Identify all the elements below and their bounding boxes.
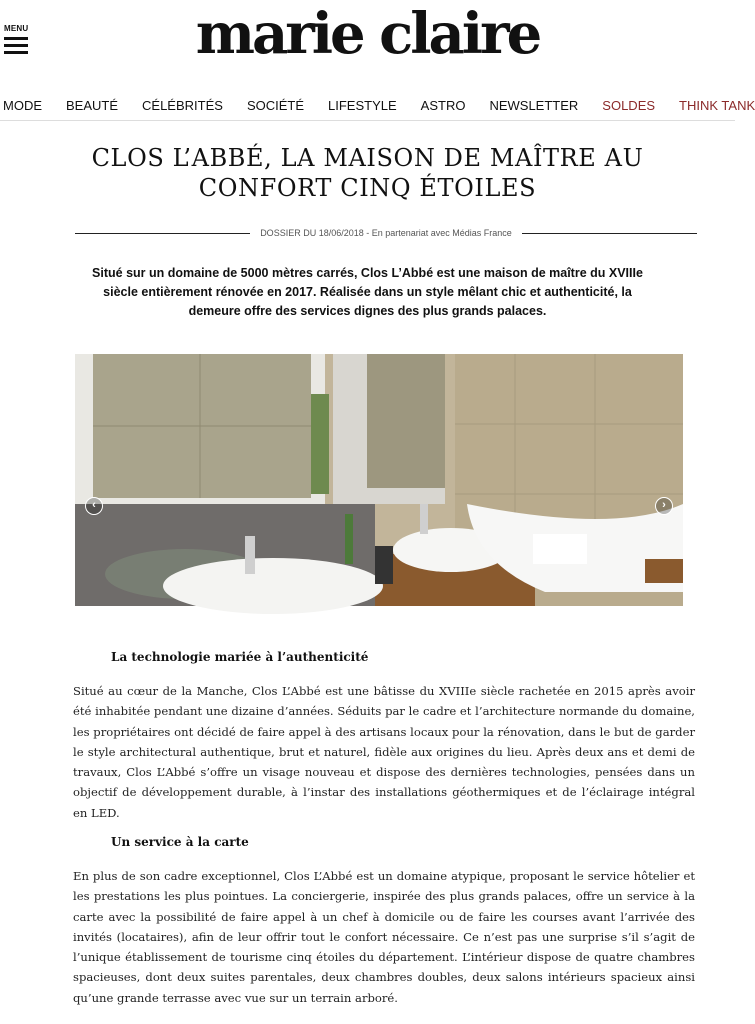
divider	[522, 233, 697, 234]
site-logo[interactable]: marie claire	[195, 1, 540, 67]
nav-item-societe[interactable]: SOCIÉTÉ	[246, 98, 305, 113]
chevron-right-icon: ›	[662, 499, 666, 511]
nav-item-think-tank[interactable]: THINK TANK	[679, 98, 755, 113]
gallery-prev-button[interactable]	[85, 497, 103, 515]
article-dateline: DOSSIER DU 18/06/2018 - En partenariat avec Médias France	[260, 228, 512, 238]
nav-item-beaute[interactable]: BEAUTÉ	[66, 98, 119, 113]
section-heading: Un service à la carte	[111, 835, 249, 849]
divider	[75, 233, 250, 234]
main-nav	[0, 98, 755, 121]
section-heading: La technologie mariée à l’authenticité	[111, 650, 369, 664]
gallery-next-button[interactable]	[655, 497, 673, 515]
nav-item-newsletter[interactable]: NEWSLETTER	[489, 98, 579, 113]
article-lead: Situé sur un domaine de 5000 mètres carrés, Clos L’Abbé est une maison de maître du XVIIIe siècle entièrement rénovée en 2017. Réalisée dans un style mêlant chic et authenticité, la demeure offre des services dignes des plus grands palaces.	[92, 266, 643, 318]
article-meta	[75, 226, 697, 240]
nav-item-lifestyle[interactable]: LIFESTYLE	[328, 98, 397, 113]
nav-item-celebrites[interactable]: CÉLÉBRITÉS	[142, 98, 223, 113]
article-title: CLOS L’ABBÉ, LA MAISON DE MAÎTRE AU CONFORT CINQ ÉTOILES	[91, 144, 644, 202]
nav-item-soldes[interactable]: SOLDES	[602, 98, 656, 113]
bathroom-photo	[75, 354, 683, 606]
chevron-left-icon: ‹	[92, 499, 96, 511]
section-body: En plus de son cadre exceptionnel, Clos L’Abbé est un domaine atypique, proposant le service hôtelier et les prestations les plus pointues. La conciergerie, inspirée des plus grands palaces, offre un service à la carte avec la possibilité de faire appel à un chef à domicile ou de faire les courses avant l’arrivée des invités (locataires), afin de leur offrir tout le confort nécessaire. Ce n’est pas une surprise s’il s’agit de l’unique établissement de tourisme cinq étoiles du département. L’intérieur dispose de quatre chambres spacieuses, dont deux suites parentales, deux chambres doubles, deux salons intérieurs spacieux ainsi qu’une grande terrasse avec vue sur un terrain arboré.	[73, 869, 695, 1005]
menu-label: MENU	[4, 24, 29, 33]
section-body: Situé au cœur de la Manche, Clos L’Abbé est une bâtisse du XVIIIe siècle rachetée en 2015 après avoir été inhabitée pendant une dizaine d’années. Séduits par le cadre et l’architecture normande du domaine, les propriétaires ont décidé de faire appel à des artisans locaux pour la rénovation, dans le but de garder le style architectural authentique, brut et naturel, fidèle aux origines du lieu. Après deux ans et demi de travaux, Clos L’Abbé s’offre un visage nouveau et dispose des dernières technologies, pensées dans un objectif de développement durable, à l’instar des installations géothermiques et de l’éclairage intégral en LED.	[73, 684, 695, 820]
nav-item-mode[interactable]: MODE	[3, 98, 42, 113]
nav-item-astro[interactable]: ASTRO	[420, 98, 466, 113]
image-gallery	[75, 354, 683, 606]
